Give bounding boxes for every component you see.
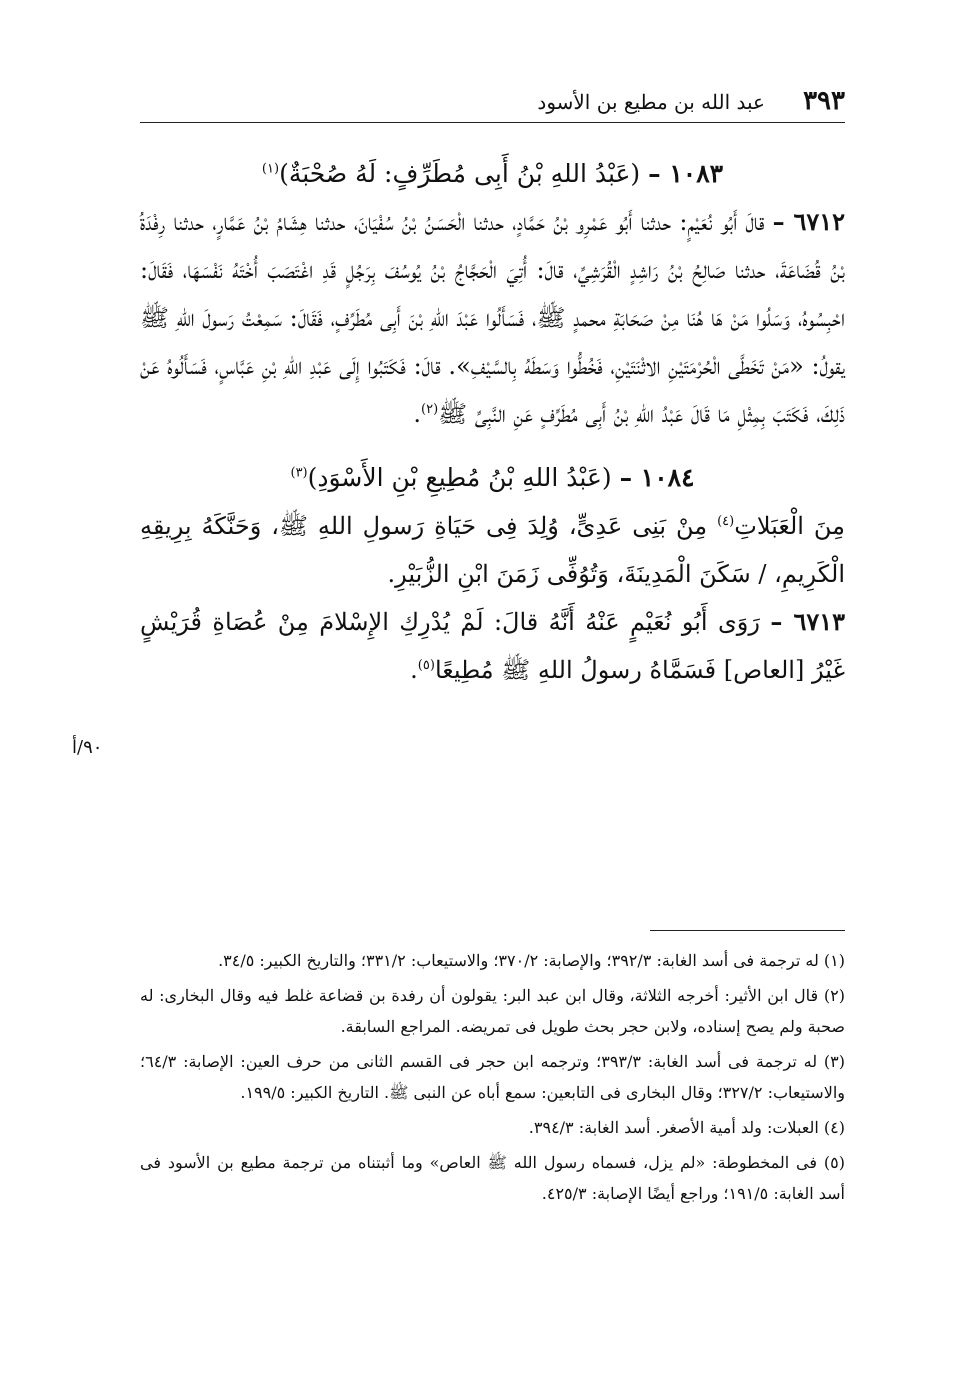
- running-header: [140, 82, 845, 123]
- bio-text-b: مِنْ بَنِى عَدِىٍّ، وُلِدَ فِى حَيَاةِ رَسولِ اللهِ ﷺ، وَحَنَّكَهُ بِرِيقِهِ الْكَرِيمِ، / سَكَنَ الْمَدِينَةَ، وَتُوُفِّى زَمَنَ ابْنِ الزُّبَيْرِ.: [140, 512, 845, 588]
- hadith-6713: [140, 598, 845, 694]
- page-number: ٣٩٣: [803, 86, 845, 116]
- footnote-2: (٢) قال ابن الأثير: أخرجه الثلاثة، وقال ابن عبد البر: يقولون أن رفدة بن قضاعة غلط فيه وقال البخارى: له صحبة ولم يصح إسناده، ولابن حجر بحث طويل فى تمريضه. المراجع السابقة.: [140, 986, 845, 1036]
- hadith-text: قالَ أَبُو نُعَيْمٍ: حدثنا أَبُو عَمْرِو بْنُ حَمَّادٍ، حدثنا الْحَسَنُ بْنُ سُفْيَانَ، حدثنا هِشَامُ بْنُ عَمَّارٍ، حدثنا رِفْدَةُ بْنُ قُضَاعَةَ، حدثنا صَالِحُ بْنُ رَاشِدٍ الْقُرَشِيِّ، قالَ: أُتِيَ الْحَجَّاجُ بْنُ يُوسُفَ بِرَجُلٍ قَدِ اغْتَصَبَ أُخْتَهُ نَفْسَهَا، فَقَالَ: احْبِسُوهُ، وَسَلُوا مَنْ هَا هُنَا مِنْ صَحَابَةِ محمدٍ ﷺ، فَسَأَلُوا عَبْدَ اللهِ بْنَ أَبِى مُطَرِّفٍ، فَقَالَ: سَمِعْتُ رَسولَ اللهِ ﷺ يقولُ: «مَنْ تَخَطَّى الْحُرْمَتَيْنِ الاثْنَتَيْنِ، فَخُطُّوا وَسَطَهُ بِالسَّيْفِ». قالَ: فَكَتَبُوا إِلَى عَبْدِ اللهِ بْنِ عَبَّاسٍ، فَسَأَلُوهُ عَنْ ذَلِكَ، فَكَتَبَ بِمِثْلِ مَا قَالَ عَبْدُ اللهِ بْنُ أَبِى مُطَرِّفٍ عَنِ النَّبِىِّ ﷺ: [140, 208, 845, 428]
- entry-heading-1083: [140, 150, 845, 198]
- entry-title: (عَبْدُ اللهِ بْنُ أَبِى مُطَرِّفٍ: لَهُ صُحْبَةٌ): [279, 159, 641, 188]
- biography: [140, 502, 845, 598]
- footnote-ref: (٥): [417, 658, 435, 673]
- margin-folio-note: ٩٠/أ: [72, 737, 103, 758]
- footnote-ref: (١): [261, 161, 280, 177]
- footnote-3: (٣) له ترجمة فى أسد الغابة: ٣٩٣/٣؛ وترجمه ابن حجر فى القسم الثانى من حرف العين: الإصابة: ٦٤/٣؛ والاستيعاب: ٣٢٧/٢؛ وقال البخارى فى التابعين: سمع أباه عن النبى ﷺ. التاريخ الكبير: ١٩٩/٥.: [140, 1052, 845, 1102]
- hadith-number: ٦٧١٢ –: [772, 207, 846, 236]
- footnote-1: (١) له ترجمة فى أسد الغابة: ٣٩٢/٣؛ والإصابة: ٣٧٠/٢؛ والاستيعاب: ٣٣١/٢؛ والتاريخ الكبير: ٣٤/٥.: [218, 951, 845, 970]
- footnote-ref: (٢): [421, 402, 439, 417]
- entry-title: (عَبْدُ اللهِ بْنُ مُطِيعِ بْنِ الأَسْوَدِ): [307, 463, 612, 492]
- hadith-6712: [140, 198, 845, 438]
- bio-text-a: مِنَ الْعَبَلاتِ: [734, 512, 845, 540]
- footnote-ref: (٤): [717, 514, 735, 529]
- footnote-4: (٤) العبلات: ولد أمية الأصغر. أسد الغابة: ٣٩٤/٣.: [528, 1118, 845, 1137]
- entry-heading-1084: [140, 454, 845, 502]
- entry-number: ١٠٨٣ –: [648, 159, 724, 188]
- footnotes: [140, 945, 845, 1213]
- hadith-end: .: [410, 656, 418, 684]
- hadith-end: .: [413, 400, 422, 428]
- hadith-text: رَوَى أَبُو نُعَيْمٍ عَنْهُ أَنَّهُ قالَ: لَمْ يُدْرِكِ الإِسْلامَ مِنْ عُصَاةِ قُرَيْشٍ غَيْرُ [العاص] فَسَمَّاهُ رسولُ اللهِ ﷺ مُطِيعًا: [140, 608, 845, 684]
- main-text: [140, 150, 845, 694]
- entry-number: ١٠٨٤ –: [619, 463, 695, 492]
- footnote-separator: [650, 930, 845, 931]
- hadith-number: ٦٧١٣ –: [770, 607, 845, 636]
- footnote-ref: (٣): [290, 465, 308, 481]
- running-title: عبد الله بن مطيع بن الأسود: [537, 90, 765, 114]
- footnote-5: (٥) فى المخطوطة: «لم يزل، فسماه رسول الله ﷺ العاص» وما أثبتناه من ترجمة مطيع بن الأسود فى أسد الغابة: ١٩١/٥؛ وراجع أيضًا الإصابة: ٤٢٥/٣.: [140, 1153, 846, 1203]
